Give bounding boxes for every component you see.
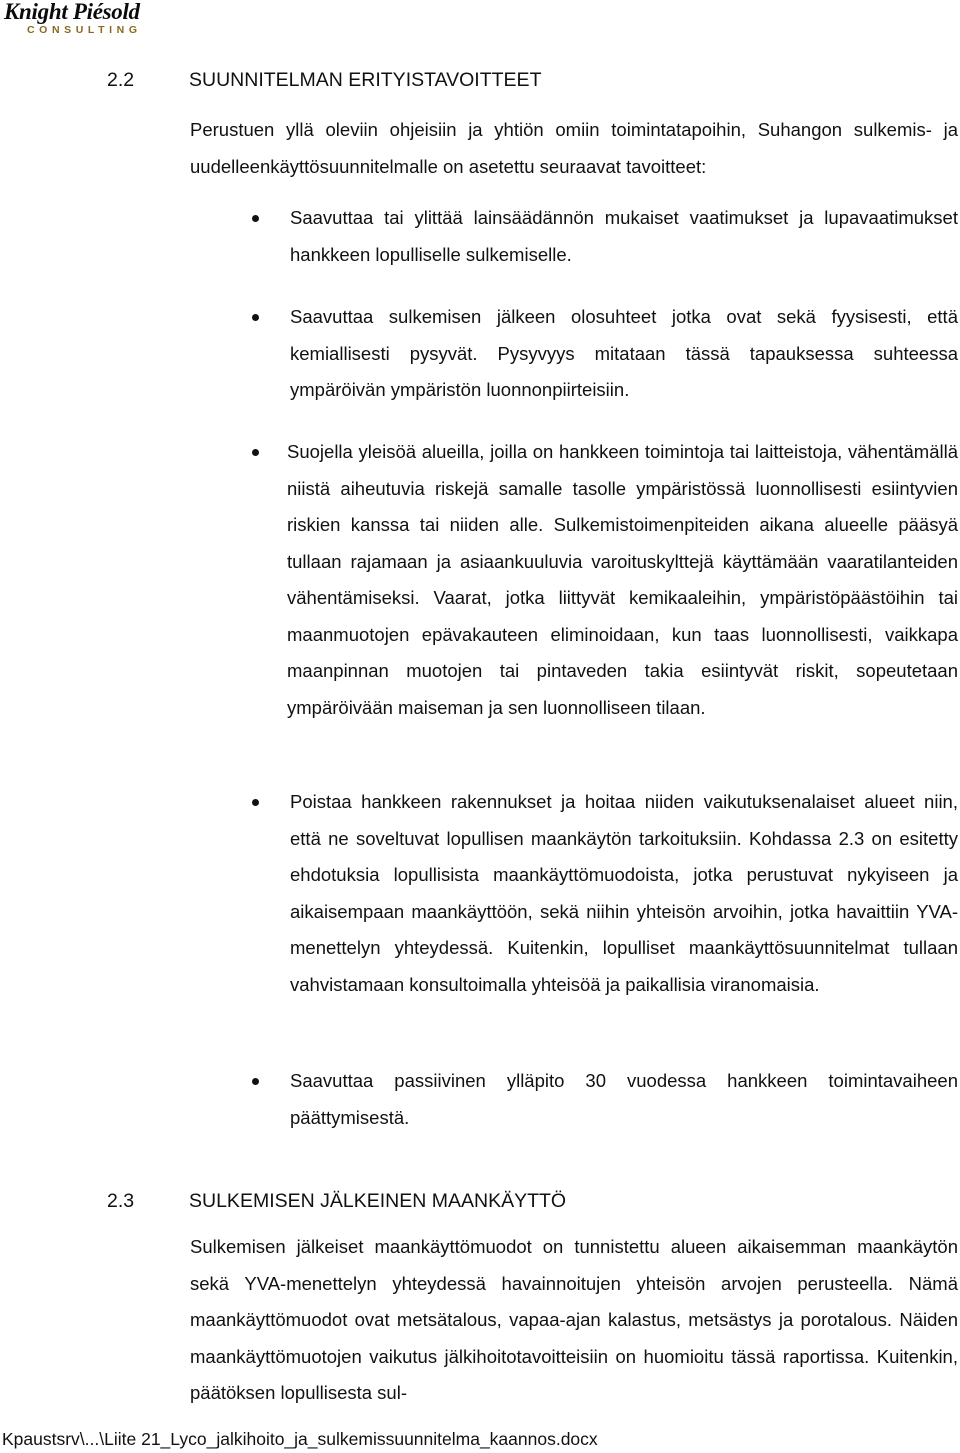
bullet-icon	[252, 449, 259, 456]
bullet-icon	[252, 799, 259, 806]
bullet-icon	[252, 314, 259, 321]
bullet-text: Poistaa hankkeen rakennukset ja hoitaa niiden vaikutuksenalaiset alueet niin, että ne soveltuvat lopullisen maankäytön tarkoituksiin. Kohdassa 2.3 on esitetty ehdotuksia lopullisista maankäyttömuodoista, jotka perustuvat nykyiseen ja aikaisempaan maankäyttöön, sekä niihin yhteisön arvoihin, jotka havaittiin YVA-menettelyn yhteydessä. Kuitenkin, lopulliset maankäyttösuunnitelmat tullaan vahvistamaan konsultoimalla yhteisöä ja paikallisia viranomaisia.	[290, 791, 958, 995]
bullet-text: Saavuttaa passiivinen ylläpito 30 vuodessa hankkeen toimintavaiheen päättymisestä.	[290, 1070, 958, 1128]
company-logo	[4, 0, 164, 36]
section-number: 2.2	[107, 69, 135, 91]
section-2-3-intro: Sulkemisen jälkeiset maankäyttömuodot on tunnistettu alueen aikaisemman maankäytön sekä YVA-menettelyn yhteydessä havainnoitujen yhteisön arvojen perusteella. Nämä maankäyttömuodot ovat metsätalous, vapaa-ajan kalastus, metsästys ja porotalous. Näiden maankäyttömuotojen vaikutus jälkihoitotavoitteisiin on huomioitu tässä raportissa. Kuitenkin, päätöksen lopullisesta sul-	[190, 1236, 958, 1403]
bullet-text: Saavuttaa tai ylittää lainsäädännön mukaiset vaatimukset ja lupavaatimukset hankkeen lopulliselle sulkemiselle.	[290, 207, 958, 265]
section-title: SULKEMISEN JÄLKEINEN MAANKÄYTTÖ	[189, 1190, 567, 1212]
bullet-text: Suojella yleisöä alueilla, joilla on hankkeen toimintoja tai laitteistoja, vähentämällä niistä aiheutuvia riskejä samalle tasolle ympäristössä luonnollisesti esiintyvien riskien kanssa tai niiden alle. Sulkemistoimenpiteiden aikana alueelle pääsyä tullaan rajamaan ja asiaankuuluvia varoituskylttejä käyttämään vaaratilanteiden vähentämiseksi. Vaarat, jotka liittyvät kemikaaleihin, ympäristöpäästöihin tai maanmuotojen epävakauteen eliminoidaan, kun taas luonnollisesti, vaikkapa maanpinnan muotojen tai pintaveden takia esiintyvät riskit, sopeutetaan ympäröivään maiseman ja sen luonnolliseen tilaan.	[287, 441, 958, 718]
footer-file-path: Kpaustsrv\...\Liite 21_Lyco_jalkihoito_ja_sulkemissuunnitelma_kaannos.docx	[2, 1429, 598, 1449]
logo-name: Knight Piésold	[4, 0, 140, 24]
section-heading-2-2	[107, 68, 541, 92]
bullet-icon	[252, 215, 259, 222]
section-number: 2.3	[107, 1190, 135, 1212]
bullet-text: Saavuttaa sulkemisen jälkeen olosuhteet jotka ovat sekä fyysisesti, että kemiallisesti pysyvät. Pysyvyys mitataan tässä tapauksessa suhteessa ympäröivän ympäristön luonnonpiirteisiin.	[290, 306, 958, 400]
section-title: SUUNNITELMAN ERITYISTAVOITTEET	[189, 69, 542, 91]
bullet-icon	[252, 1078, 259, 1085]
logo-subtitle: CONSULTING	[27, 24, 142, 36]
section-2-2-intro: Perustuen yllä oleviin ohjeisiin ja yhtiön omiin toimintatapoihin, Suhangon sulkemis- ja uudelleenkäyttösuunnitelmalle on asetettu seuraavat tavoitteet:	[190, 119, 958, 177]
section-heading-2-3	[107, 1189, 566, 1213]
